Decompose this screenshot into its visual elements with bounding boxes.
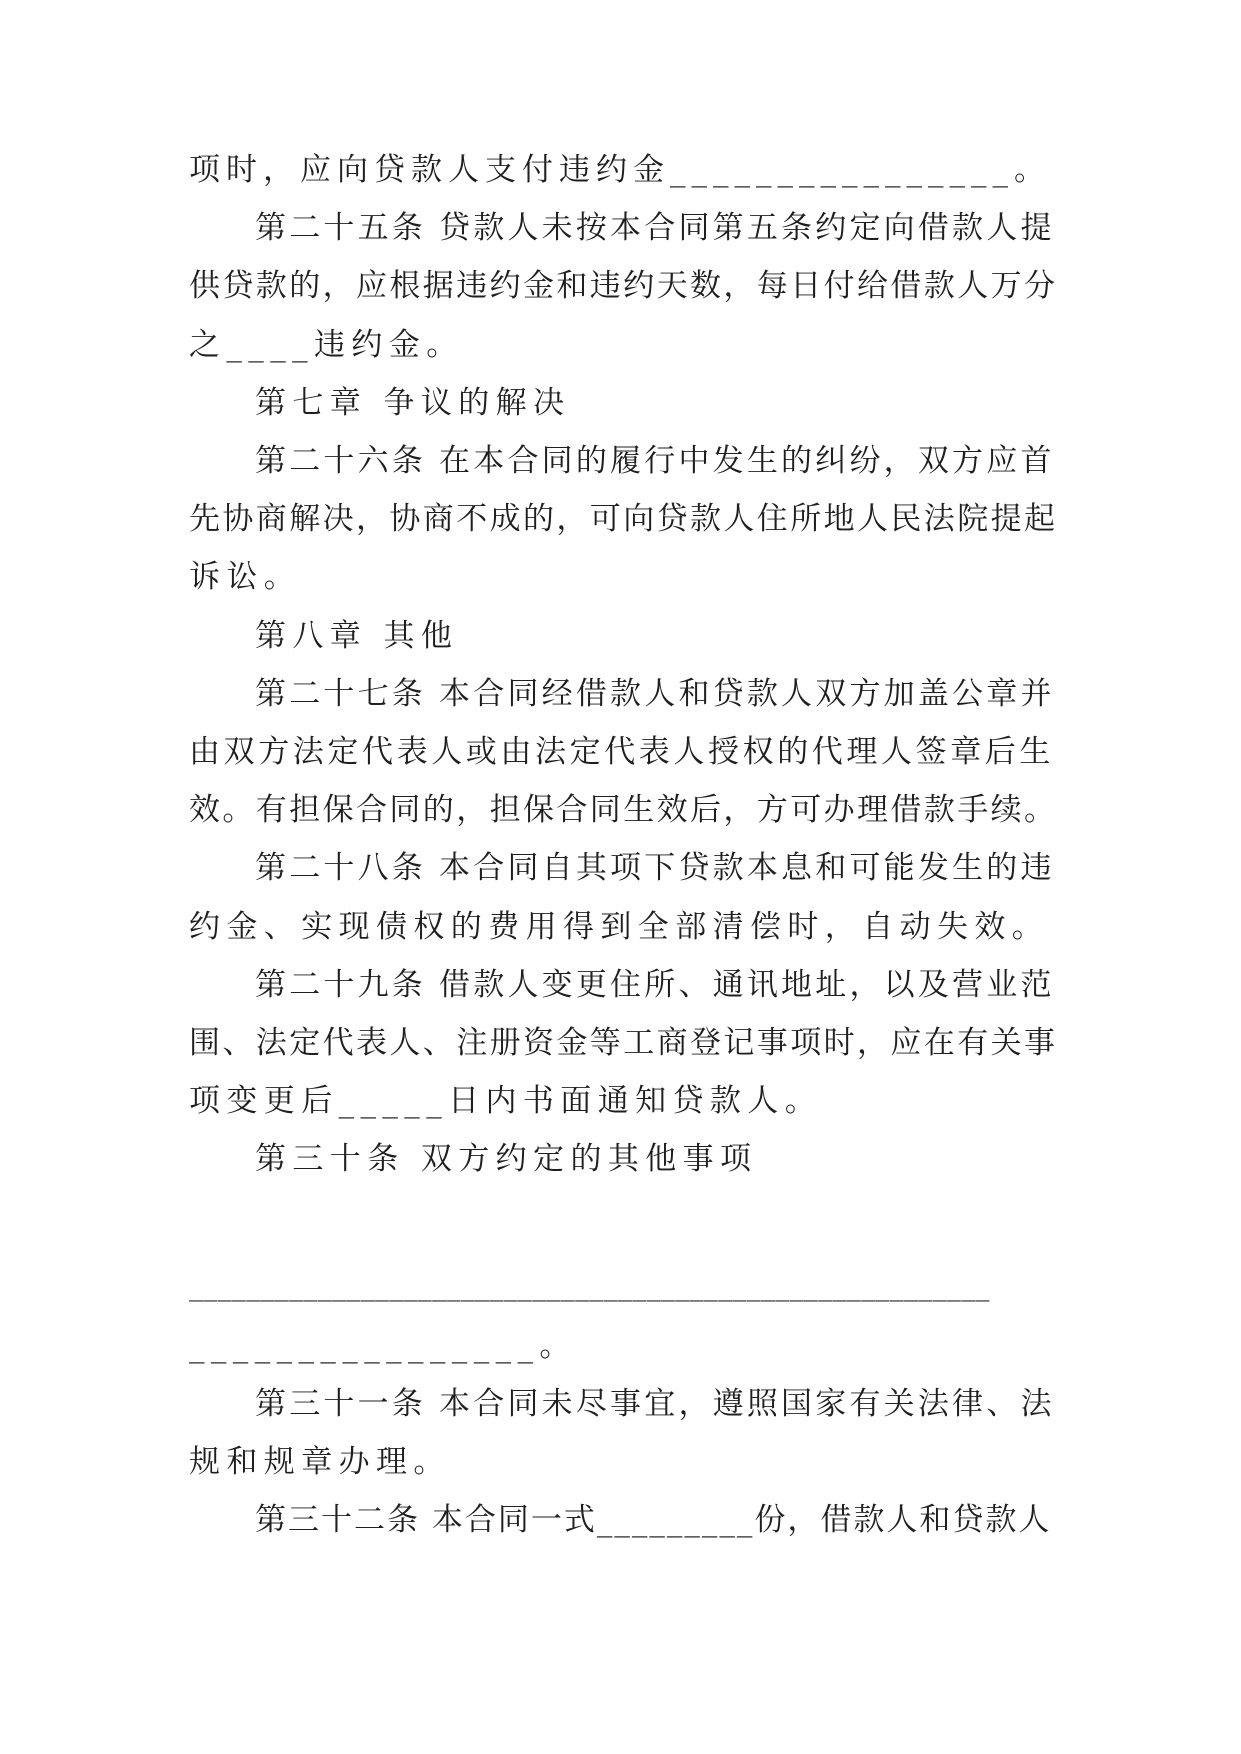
text-line: 项时，应向贷款人支付违约金________________。 [189, 152, 1051, 188]
text-line: 先协商解决，协商不成的，可向贷款人住所地人民法院提起 [189, 501, 1058, 537]
chapter-8-heading: 第八章 其他 [255, 618, 459, 654]
article-26-heading: 第二十六条 在本合同的履行中发生的纠纷，双方应首 [255, 443, 1055, 479]
text-line: 围、法定代表人、注册资金等工商登记事项时，应在有关事 [189, 1025, 1058, 1061]
article-29-heading: 第二十九条 借款人变更住所、通讯地址，以及营业范 [255, 967, 1055, 1003]
text-line: ________________。 [189, 1328, 577, 1364]
text-line: 供贷款的，应根据违约金和违约天数，每日付给借款人万分 [189, 268, 1058, 304]
article-30-heading: 第三十条 双方约定的其他事项 [255, 1141, 758, 1177]
article-27-heading: 第二十七条 本合同经借款人和贷款人双方加盖公章并 [255, 676, 1055, 712]
text-line: 效。有担保合同的，担保合同生效后，方可办理借款手续。 [189, 792, 1058, 828]
text-line: 项变更后_____日内书面通知贷款人。 [189, 1083, 823, 1119]
article-25-heading: 第二十五条 贷款人未按本合同第五条约定向借款人提 [255, 210, 1055, 246]
text-line: 诉讼。 [189, 559, 302, 595]
blank-fill-line: ________________________________________________________ [189, 1269, 990, 1302]
chapter-7-heading: 第七章 争议的解决 [255, 385, 571, 421]
text-line: 约金、实现债权的费用得到全部清偿时，自动失效。 [189, 909, 1050, 945]
text-line: 之____违约金。 [189, 327, 464, 363]
article-28-heading: 第二十八条 本合同自其项下贷款本息和可能发生的违 [255, 850, 1055, 886]
article-32-heading: 第三十二条 本合同一式_________份，借款人和贷款人 [255, 1502, 1052, 1538]
text-line: 规和规章办理。 [189, 1444, 451, 1480]
article-31-heading: 第三十一条 本合同未尽事宜，遵照国家有关法律、法 [255, 1386, 1055, 1422]
text-line: 由双方法定代表人或由法定代表人授权的代理人签章后生 [189, 734, 1054, 770]
